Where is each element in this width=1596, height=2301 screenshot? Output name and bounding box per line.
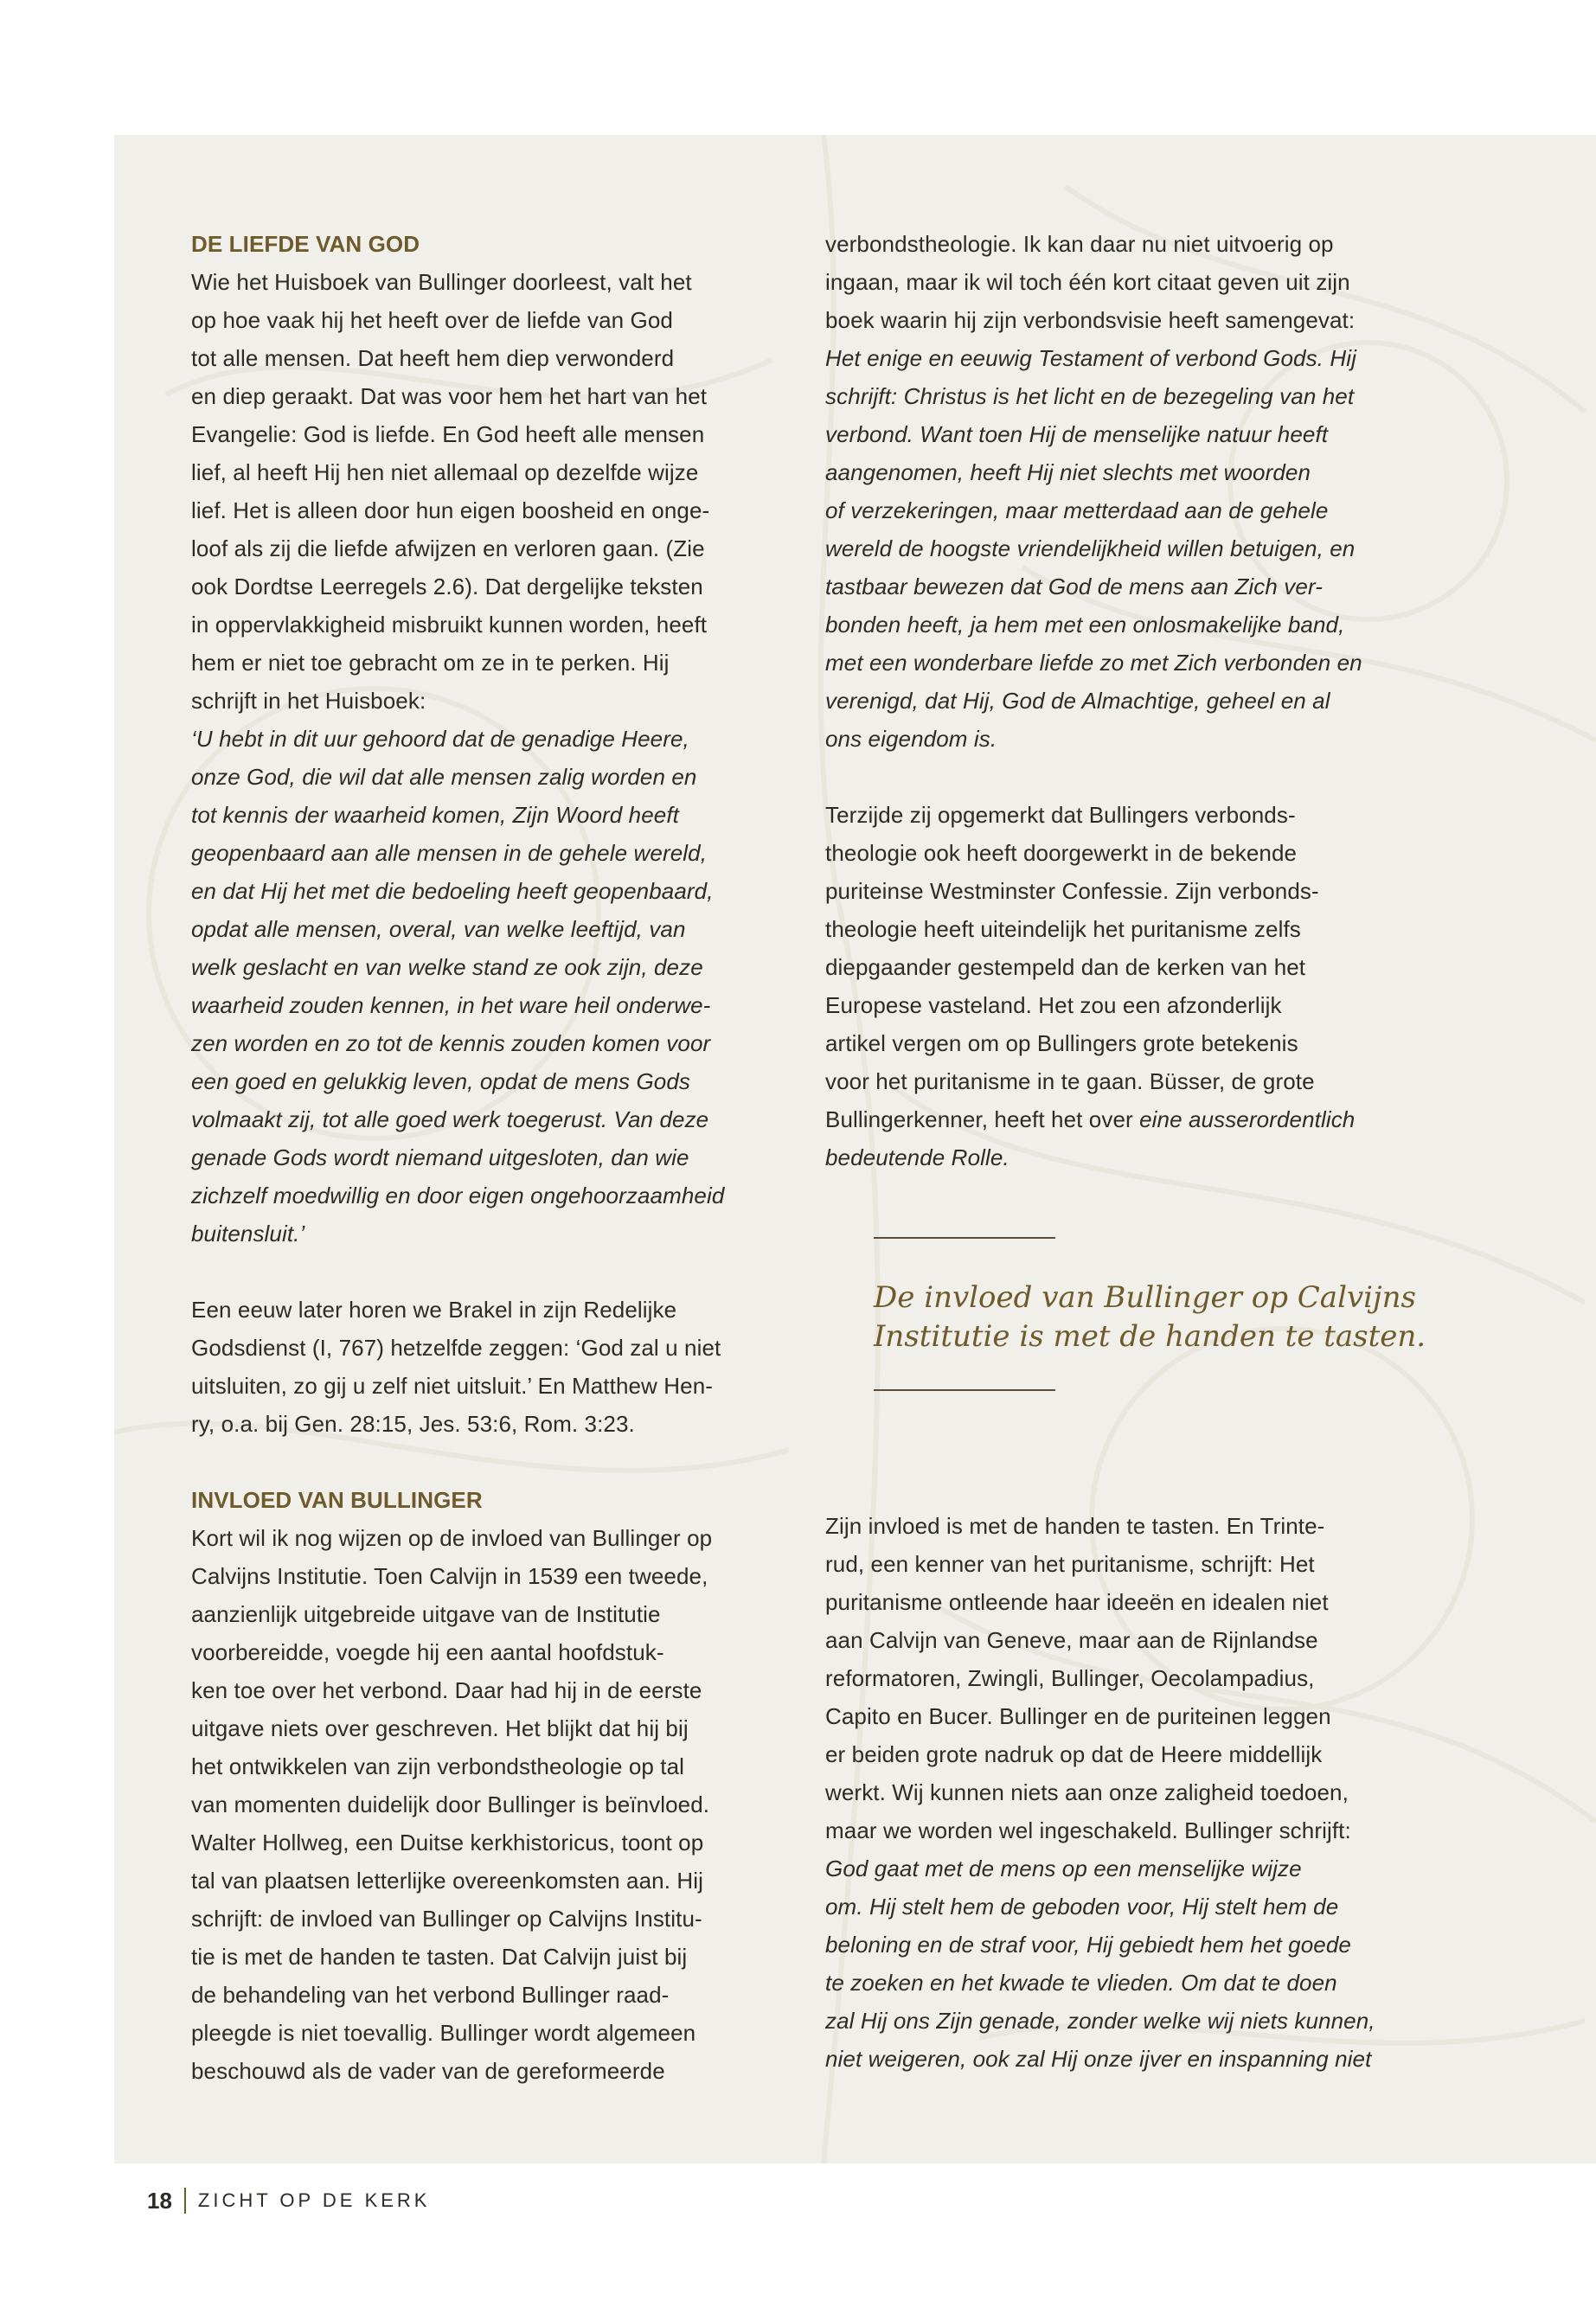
- text-line: lief, al heeft Hij hen niet allemaal op dezelfde wijze: [191, 459, 699, 485]
- text-line: schrijft: de invloed van Bullinger op Calvijns Institu-: [191, 1906, 702, 1932]
- text-line: verenigd, dat Hij, God de Almachtige, geheel en al: [825, 688, 1330, 714]
- text-line: God gaat met de mens op een menselijke wijze: [825, 1856, 1302, 1881]
- text-line: werkt. Wij kunnen niets aan onze zaligheid toedoen,: [825, 1779, 1349, 1805]
- text-line: en dat Hij het met die bedoeling heeft geopenbaard,: [191, 878, 714, 904]
- inline-italic-phrase: eine ausserordentlich: [1139, 1106, 1356, 1132]
- pull-quote: [874, 1279, 1497, 1356]
- text-line: boek waarin hij zijn verbondsvisie heeft samengevat:: [825, 307, 1356, 333]
- text-line: loof als zij die liefde afwijzen en verloren gaan. (Zie: [191, 535, 705, 561]
- text-line: de behandeling van het verbond Bullinger raad-: [191, 1982, 670, 2008]
- text-line: ingaan, maar ik wil toch één kort citaat geven uit zijn: [825, 269, 1350, 295]
- text-line: schrijft in het Huisboek:: [191, 688, 426, 714]
- text-line: theologie heeft uiteindelijk het puritanisme zelfs: [825, 916, 1301, 942]
- article-panel: [114, 135, 1596, 2163]
- text-line: tot kennis der waarheid komen, Zijn Woord heeft: [191, 802, 679, 828]
- text-line: verbondstheologie. Ik kan daar nu niet uitvoerig op: [825, 231, 1334, 257]
- text-line: puriteinse Westminster Confessie. Zijn verbonds-: [825, 878, 1319, 904]
- text-line: Evangelie: God is liefde. En God heeft alle mensen: [191, 421, 705, 447]
- left-column: [191, 225, 888, 2090]
- text-line: Godsdienst (I, 767) hetzelfde zeggen: ‘God zal u niet: [191, 1335, 721, 1361]
- footer-divider: [184, 2188, 186, 2214]
- text-line: voorbereidde, voegde hij een aantal hoofdstuk-: [191, 1639, 664, 1665]
- text-line: artikel vergen om op Bullingers grote betekenis: [825, 1030, 1298, 1056]
- text-line: bedeutende Rolle.: [825, 1144, 1010, 1170]
- text-line: maar we worden wel ingeschakeld. Bullinger schrijft:: [825, 1817, 1351, 1843]
- text-line: bonden heeft, ja hem met een onlosmakelijke band,: [825, 612, 1345, 638]
- text-line: onze God, die wil dat alle mensen zalig worden en: [191, 764, 697, 790]
- text-line: beschouwd als de vader van de gereformeerde: [191, 2058, 665, 2084]
- pull-quote-rule-top: [874, 1237, 1055, 1239]
- text-line: Terzijde zij opgemerkt dat Bullingers verbonds-: [825, 802, 1296, 828]
- section-heading: INVLOED VAN BULLINGER: [191, 1487, 483, 1513]
- text-line: aangenomen, heeft Hij niet slechts met woorden: [825, 459, 1311, 485]
- text-line: ook Dordtse Leerregels 2.6). Dat dergelijke teksten: [191, 574, 703, 599]
- text-line: geopenbaard aan alle mensen in de gehele wereld,: [191, 840, 708, 866]
- text-line: een goed en gelukkig leven, opdat de mens Gods: [191, 1068, 691, 1094]
- text-line: ry, o.a. bij Gen. 28:15, Jes. 53:6, Rom. 3:23.: [191, 1411, 635, 1437]
- text-line: en diep geraakt. Dat was voor hem het hart van het: [191, 383, 708, 409]
- text-line: aanzienlijk uitgebreide uitgave van de Institutie: [191, 1601, 661, 1627]
- pull-quote-line-2: Institutie is met de handen te tasten.: [874, 1319, 1426, 1354]
- right-column-top: [825, 225, 1422, 1176]
- page-number: 18: [147, 2187, 172, 2214]
- right-column-bottom: [825, 1507, 1422, 2078]
- text-line: reformatoren, Zwingli, Bullinger, Oecolampadius,: [825, 1665, 1315, 1691]
- text-line: zichzelf moedwillig en door eigen ongehoorzaamheid: [191, 1183, 725, 1208]
- pull-quote-rule-bottom: [874, 1389, 1055, 1391]
- text-line: tal van plaatsen letterlijke overeenkomsten aan. Hij: [191, 1868, 703, 1894]
- text-line: er beiden grote nadruk op dat de Heere middellijk: [825, 1741, 1323, 1767]
- text-line: lief. Het is alleen door hun eigen boosheid en onge-: [191, 497, 710, 523]
- text-line: [825, 758, 1422, 796]
- text-line: Kort wil ik nog wijzen op de invloed van Bullinger op: [191, 1525, 713, 1551]
- text-line: op hoe vaak hij het heeft over de liefde van God: [191, 307, 673, 333]
- text-line: van momenten duidelijk door Bullinger is beïnvloed.: [191, 1791, 710, 1817]
- text-line: Capito en Bucer. Bullinger en de puriteinen leggen: [825, 1703, 1331, 1729]
- text-line: in oppervlakkigheid misbruikt kunnen worden, heeft: [191, 612, 708, 638]
- text-line: tastbaar bewezen dat God de mens aan Zich ver-: [825, 574, 1323, 599]
- text-line: te zoeken en het kwade te vlieden. Om dat te doen: [825, 1970, 1337, 1996]
- text-line: Europese vasteland. Het zou een afzonderlijk: [825, 992, 1282, 1018]
- text-line: Het enige en eeuwig Testament of verbond Gods. Hij: [825, 345, 1356, 371]
- text-line: met een wonderbare liefde zo met Zich verbonden en: [825, 650, 1362, 676]
- text-line: niet weigeren, ook zal Hij onze ijver en inspanning niet: [825, 2046, 1372, 2072]
- text-line-part: Bullingerkenner, heeft het over: [825, 1106, 1140, 1132]
- text-line: puritanisme ontleende haar ideeën en idealen niet: [825, 1589, 1329, 1615]
- magazine-title: ZICHT OP DE KERK: [197, 2189, 431, 2211]
- text-line: verbond. Want toen Hij de menselijke natuur heeft: [825, 421, 1329, 447]
- text-line: Een eeuw later horen we Brakel in zijn Redelijke: [191, 1297, 677, 1323]
- text-line: hem er niet toe gebracht om ze in te perken. Hij: [191, 650, 670, 676]
- text-line: pleegde is niet toevallig. Bullinger wordt algemeen: [191, 2020, 696, 2046]
- text-line: voor het puritanisme in te gaan. Büsser, de grote: [825, 1068, 1315, 1094]
- pull-quote-line-1: De invloed van Bullinger op Calvijns: [874, 1280, 1416, 1315]
- text-line: buitensluit.’: [191, 1221, 305, 1247]
- text-line: rud, een kenner van het puritanisme, schrijft: Het: [825, 1551, 1315, 1577]
- text-line: uitsluiten, zo gij u zelf niet uitsluit.’ En Matthew Hen-: [191, 1373, 714, 1399]
- text-line: uitgave niets over geschreven. Het blijkt dat hij bij: [191, 1715, 689, 1741]
- text-line: welk geslacht en van welke stand ze ook zijn, deze: [191, 954, 703, 980]
- text-line: ken toe over het verbond. Daar had hij in de eerste: [191, 1677, 702, 1703]
- text-line: diepgaander gestempeld dan de kerken van het: [825, 954, 1306, 980]
- text-line: [191, 1443, 888, 1481]
- text-line: tie is met de handen te tasten. Dat Calvijn juist bij: [191, 1944, 688, 1970]
- text-line: schrijft: Christus is het licht en de bezegeling van het: [825, 383, 1355, 409]
- text-line: Wie het Huisboek van Bullinger doorleest, valt het: [191, 269, 692, 295]
- text-line: Zijn invloed is met de handen te tasten. En Trinte-: [825, 1513, 1325, 1539]
- text-line: Calvijns Institutie. Toen Calvijn in 1539 een tweede,: [191, 1563, 708, 1589]
- text-line: aan Calvijn van Geneve, maar aan de Rijnlandse: [825, 1627, 1318, 1653]
- text-line: theologie ook heeft doorgewerkt in de bekende: [825, 840, 1298, 866]
- page-footer: [147, 2183, 431, 2218]
- section-heading: DE LIEFDE VAN GOD: [191, 231, 420, 257]
- text-line: zal Hij ons Zijn genade, zonder welke wij niets kunnen,: [825, 2008, 1375, 2034]
- text-line: [191, 1253, 888, 1291]
- text-line: waarheid zouden kennen, in het ware heil onderwe-: [191, 992, 711, 1018]
- text-line: of verzekeringen, maar metterdaad aan de gehele: [825, 497, 1329, 523]
- text-line: volmaakt zij, tot alle goed werk toegerust. Van deze: [191, 1106, 709, 1132]
- text-line: het ontwikkelen van zijn verbondstheologie op tal: [191, 1753, 685, 1779]
- text-line: om. Hij stelt hem de geboden voor, Hij stelt hem de: [825, 1894, 1339, 1920]
- text-line: tot alle mensen. Dat heeft hem diep verwonderd: [191, 345, 675, 371]
- text-line: ons eigendom is.: [825, 726, 997, 752]
- text-line: beloning en de straf voor, Hij gebiedt hem het goede: [825, 1932, 1351, 1958]
- text-line: ‘U hebt in dit uur gehoord dat de genadige Heere,: [191, 726, 689, 752]
- text-line: genade Gods wordt niemand uitgesloten, dan wie: [191, 1144, 689, 1170]
- text-line: wereld de hoogste vriendelijkheid willen betuigen, en: [825, 535, 1356, 561]
- text-line: [825, 1100, 1422, 1138]
- text-line: opdat alle mensen, overal, van welke leeftijd, van: [191, 916, 686, 942]
- text-line: Walter Hollweg, een Duitse kerkhistoricus, toont op: [191, 1830, 704, 1856]
- text-line: zen worden en zo tot de kennis zouden komen voor: [191, 1030, 711, 1056]
